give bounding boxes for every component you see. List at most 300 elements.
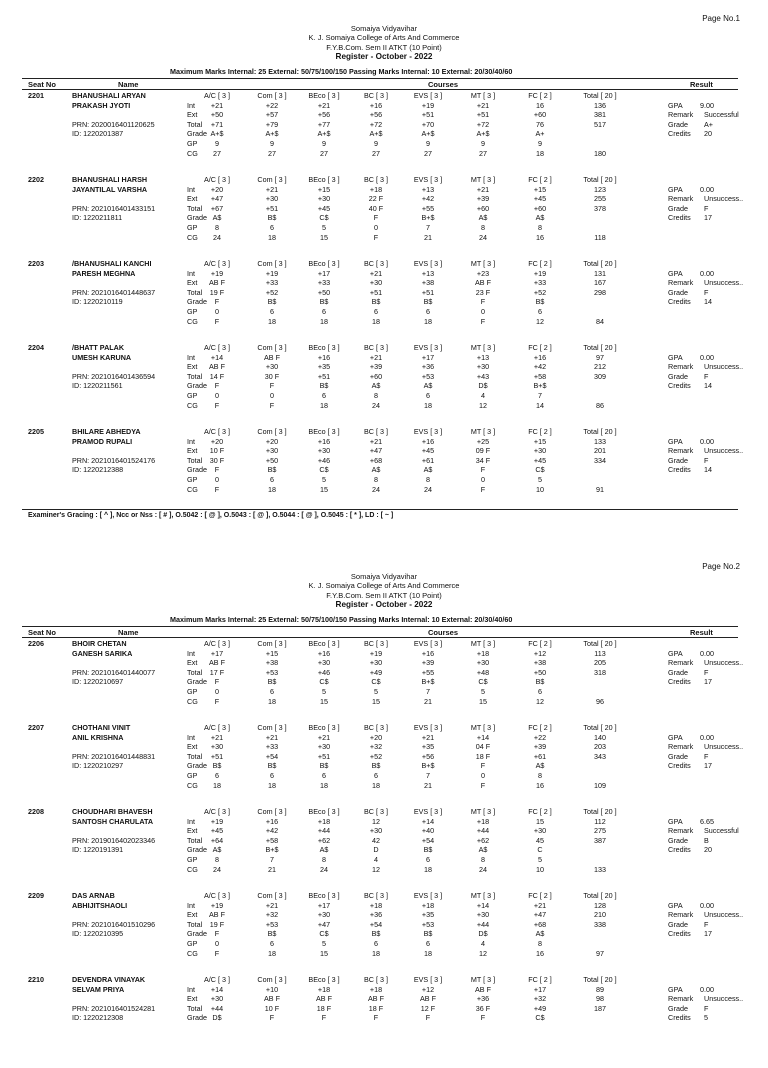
mark-cell: C$ bbox=[371, 677, 381, 687]
mark-cell: B$ bbox=[267, 929, 277, 939]
student-prn: PRN: 2021016401524281 bbox=[72, 1003, 156, 1013]
mark-cell: +53 bbox=[421, 919, 435, 929]
mark-cell: 18 bbox=[320, 400, 328, 410]
result-label: Credits bbox=[668, 761, 691, 771]
mark-cell: A$ bbox=[371, 465, 381, 475]
mark-cell: 123 bbox=[594, 184, 606, 194]
mark-cell: +39 bbox=[421, 658, 435, 668]
mark-cell: +45 bbox=[533, 455, 547, 465]
mark-cell: +21 bbox=[265, 732, 279, 742]
mark-cell: 0 bbox=[270, 391, 274, 400]
mark-cell: 12 bbox=[372, 864, 380, 874]
mark-cell: +13 bbox=[421, 268, 435, 278]
mark-cell: 27 bbox=[479, 148, 487, 158]
student-name-line1: DAS ARNAB bbox=[72, 891, 115, 900]
college-header bbox=[0, 572, 768, 610]
mark-cell: 6 bbox=[538, 307, 542, 316]
mark-cell: C$ bbox=[319, 677, 329, 687]
row-label: Grade bbox=[187, 929, 207, 939]
course-head: BEco [ 3 ] bbox=[308, 259, 340, 268]
mark-cell: AB F bbox=[475, 278, 491, 288]
result-value: F bbox=[704, 455, 709, 465]
course-head: BEco [ 3 ] bbox=[308, 175, 340, 184]
mark-cell: +38 bbox=[533, 658, 547, 668]
course-head: BEco [ 3 ] bbox=[308, 807, 340, 816]
mark-cell: 12 F bbox=[420, 1003, 436, 1013]
row-label: CG bbox=[187, 484, 198, 494]
result-label: GPA bbox=[668, 900, 683, 910]
mark-cell: A$ bbox=[212, 845, 222, 855]
mark-cell: 12 bbox=[479, 948, 487, 958]
course-head: A/C [ 3 ] bbox=[204, 975, 230, 984]
mark-cell: 18 bbox=[424, 400, 432, 410]
result-label: Remark bbox=[668, 362, 694, 372]
course-head: Com [ 3 ] bbox=[257, 259, 287, 268]
mark-cell: +68 bbox=[533, 919, 547, 929]
student-name-line2: PARESH MEGHNA bbox=[72, 268, 136, 278]
result-value: A+ bbox=[704, 119, 713, 129]
mark-cell: 309 bbox=[594, 371, 606, 381]
course-head: A/C [ 3 ] bbox=[204, 723, 230, 732]
mark-cell: +21 bbox=[210, 100, 224, 110]
mark-cell: +44 bbox=[476, 919, 490, 929]
mark-cell: 19 F bbox=[209, 919, 225, 929]
result-value: Unsuccess.. bbox=[704, 362, 744, 372]
mark-cell: +42 bbox=[265, 826, 279, 836]
result-value: 14 bbox=[704, 297, 712, 307]
result-label: Remark bbox=[668, 446, 694, 456]
mark-cell: F bbox=[480, 1013, 486, 1023]
course-head: MT [ 3 ] bbox=[470, 723, 496, 732]
mark-cell: +32 bbox=[369, 742, 383, 752]
mark-cell: A$ bbox=[212, 213, 222, 223]
mark-cell: +21 bbox=[265, 184, 279, 194]
mark-cell: 113 bbox=[594, 648, 606, 658]
mark-cell: 84 bbox=[596, 316, 604, 326]
mark-cell: 128 bbox=[594, 900, 606, 910]
mark-cell: 5 bbox=[374, 687, 378, 696]
col-seat-no: Seat No bbox=[28, 628, 56, 637]
result-value: Successful bbox=[704, 826, 739, 836]
mark-cell: +18 bbox=[369, 900, 383, 910]
mark-cell: 18 bbox=[424, 864, 432, 874]
mark-cell: +16 bbox=[317, 648, 331, 658]
mark-cell: 96 bbox=[596, 696, 604, 706]
course-head: A/C [ 3 ] bbox=[204, 807, 230, 816]
mark-cell: 16 bbox=[536, 100, 544, 110]
mark-cell: C$ bbox=[319, 213, 329, 223]
mark-cell: +45 bbox=[421, 446, 435, 456]
mark-cell: A+$ bbox=[369, 129, 383, 139]
mark-cell: 133 bbox=[594, 436, 606, 446]
mark-cell: +19 bbox=[421, 100, 435, 110]
examiner-note: Examiner's Gracing : [ ^ ], Ncc or Nss : [ # ], O.5042 : [ @ ], O.5043 : [ @ ], O.5044 : [ @ ], O.5045 : [ * ], LD : [ ~ ] bbox=[28, 512, 394, 519]
mark-cell: +19 bbox=[533, 268, 547, 278]
row-label: Grade bbox=[187, 1013, 207, 1023]
mark-cell: C$ bbox=[535, 1013, 545, 1023]
course-head: FC [ 2 ] bbox=[528, 91, 552, 100]
row-label: Ext bbox=[187, 362, 198, 372]
mark-cell: 0 bbox=[374, 223, 378, 232]
student-prn: PRN: 2021016401448831 bbox=[72, 751, 156, 761]
mark-cell: 8 bbox=[215, 855, 219, 864]
student-record bbox=[0, 639, 768, 717]
result-value: F bbox=[704, 667, 709, 677]
mark-cell: 7 bbox=[426, 223, 430, 232]
mark-cell: +21 bbox=[317, 100, 331, 110]
mark-cell: 18 bbox=[268, 232, 276, 242]
mark-cell: +38 bbox=[265, 658, 279, 668]
mark-cell: 15 bbox=[372, 696, 380, 706]
student-name-line2: UMESH KARUNA bbox=[72, 352, 132, 362]
mark-cell: F bbox=[214, 465, 220, 475]
mark-cell: 21 bbox=[268, 864, 276, 874]
mark-cell: +62 bbox=[476, 835, 490, 845]
mark-cell: 203 bbox=[594, 742, 606, 752]
course-head: Com [ 3 ] bbox=[257, 91, 287, 100]
col-name: Name bbox=[118, 80, 139, 89]
mark-cell: +39 bbox=[476, 194, 490, 204]
mark-cell: B$ bbox=[319, 381, 329, 391]
course-head: Total [ 20 ] bbox=[583, 175, 617, 184]
mark-cell: +30 bbox=[265, 362, 279, 372]
row-label: Total bbox=[187, 287, 203, 297]
mark-cell: +21 bbox=[476, 100, 490, 110]
mark-cell: 24 bbox=[424, 484, 432, 494]
row-label: Int bbox=[187, 100, 195, 110]
mark-cell: 343 bbox=[594, 751, 606, 761]
seat-number: 2201 bbox=[28, 91, 44, 100]
mark-cell: 9 bbox=[481, 139, 485, 148]
course-head: Total [ 20 ] bbox=[583, 427, 617, 436]
result-label: Remark bbox=[668, 742, 694, 752]
mark-cell: B$ bbox=[423, 929, 433, 939]
mark-cell: 15 bbox=[320, 484, 328, 494]
result-label: GPA bbox=[668, 268, 683, 278]
mark-cell: 9 bbox=[538, 139, 542, 148]
row-label: GP bbox=[187, 939, 198, 948]
student-id: ID: 1220210119 bbox=[72, 297, 123, 307]
mark-cell: B$ bbox=[267, 677, 277, 687]
row-label: Total bbox=[187, 751, 203, 761]
mark-cell: +44 bbox=[210, 1003, 224, 1013]
mark-cell: 381 bbox=[594, 110, 606, 120]
mark-cell: A$ bbox=[478, 213, 488, 223]
course-head: BC [ 3 ] bbox=[364, 807, 388, 816]
mark-cell: 18 bbox=[424, 316, 432, 326]
mark-cell: F bbox=[480, 484, 486, 494]
result-value: Unsuccess.. bbox=[704, 994, 744, 1004]
mark-cell: +51 bbox=[421, 110, 435, 120]
result-label: GPA bbox=[668, 816, 683, 826]
course-head: MT [ 3 ] bbox=[470, 891, 496, 900]
mark-cell: 18 bbox=[268, 484, 276, 494]
mark-cell: 15 bbox=[320, 948, 328, 958]
mark-cell: 6 bbox=[322, 307, 326, 316]
row-label: Total bbox=[187, 919, 203, 929]
mark-cell: +25 bbox=[476, 436, 490, 446]
mark-cell: 0 bbox=[481, 771, 485, 780]
mark-cell: +52 bbox=[533, 287, 547, 297]
mark-cell: 45 bbox=[536, 835, 544, 845]
mark-cell: 86 bbox=[596, 400, 604, 410]
mark-cell: +14 bbox=[421, 816, 435, 826]
mark-cell: AB F bbox=[264, 994, 280, 1004]
seat-number: 2206 bbox=[28, 639, 44, 648]
student-name-line1: BHANUSHALI HARSH bbox=[72, 175, 148, 184]
course-head: Total [ 20 ] bbox=[583, 807, 617, 816]
course-head: BC [ 3 ] bbox=[364, 891, 388, 900]
col-result: Result bbox=[690, 80, 713, 89]
mark-cell: +79 bbox=[265, 119, 279, 129]
result-value: B bbox=[704, 835, 709, 845]
mark-cell: 136 bbox=[594, 100, 606, 110]
mark-cell: +58 bbox=[533, 371, 547, 381]
mark-cell: +10 bbox=[265, 984, 279, 994]
mark-cell: +19 bbox=[210, 268, 224, 278]
mark-cell: F bbox=[480, 465, 486, 475]
mark-cell: +30 bbox=[317, 658, 331, 668]
mark-cell: +20 bbox=[265, 436, 279, 446]
mark-cell: 18 F bbox=[368, 1003, 384, 1013]
result-label: Remark bbox=[668, 110, 694, 120]
result-value: 17 bbox=[704, 761, 712, 771]
course-head: BEco [ 3 ] bbox=[308, 723, 340, 732]
mark-cell: F bbox=[480, 297, 486, 307]
row-label: CG bbox=[187, 148, 198, 158]
result-value: Unsuccess.. bbox=[704, 446, 744, 456]
mark-cell: 23 F bbox=[475, 287, 491, 297]
row-label: GP bbox=[187, 223, 198, 232]
mark-cell: +61 bbox=[421, 455, 435, 465]
mark-cell: 97 bbox=[596, 948, 604, 958]
mark-cell: +71 bbox=[210, 119, 224, 129]
row-label: Grade bbox=[187, 129, 207, 139]
mark-cell: 10 F bbox=[264, 1003, 280, 1013]
max-marks-line: Maximum Marks Internal: 25 External: 50/75/100/150 Passing Marks Internal: 10 External: 20/30/40/60 bbox=[170, 67, 513, 76]
mark-cell: +32 bbox=[533, 994, 547, 1004]
mark-cell: +64 bbox=[210, 835, 224, 845]
mark-cell: C$ bbox=[319, 465, 329, 475]
result-label: Remark bbox=[668, 278, 694, 288]
mark-cell: 387 bbox=[594, 835, 606, 845]
mark-cell: 4 bbox=[481, 391, 485, 400]
page-number: Page No.2 bbox=[702, 562, 740, 571]
mark-cell: 19 F bbox=[209, 287, 225, 297]
mark-cell: 8 bbox=[374, 391, 378, 400]
mark-cell: 210 bbox=[594, 910, 606, 920]
mark-cell: 21 bbox=[424, 780, 432, 790]
trust-name: Somaiya Vidyavihar bbox=[350, 24, 418, 33]
mark-cell: AB F bbox=[209, 362, 225, 372]
mark-cell: +45 bbox=[533, 194, 547, 204]
mark-cell: 18 bbox=[268, 316, 276, 326]
mark-cell: 0 bbox=[215, 307, 219, 316]
mark-cell: +30 bbox=[210, 742, 224, 752]
course-head: EVS [ 3 ] bbox=[413, 975, 443, 984]
mark-cell: 18 bbox=[268, 780, 276, 790]
course-head: Com [ 3 ] bbox=[257, 723, 287, 732]
mark-cell: +16 bbox=[317, 352, 331, 362]
mark-cell: +33 bbox=[265, 742, 279, 752]
course-head: BC [ 3 ] bbox=[364, 259, 388, 268]
mark-cell: +21 bbox=[476, 184, 490, 194]
mark-cell: A+$ bbox=[421, 129, 435, 139]
mark-cell: +55 bbox=[421, 203, 435, 213]
mark-cell: 14 F bbox=[209, 371, 225, 381]
mark-cell: 34 F bbox=[475, 455, 491, 465]
student-prn: PRN: 2021016401448637 bbox=[72, 287, 156, 297]
course-head: Total [ 20 ] bbox=[583, 639, 617, 648]
mark-cell: 6 bbox=[270, 307, 274, 316]
course-head: BEco [ 3 ] bbox=[308, 639, 340, 648]
result-value: 9.00 bbox=[700, 100, 714, 110]
result-value: 14 bbox=[704, 465, 712, 475]
mark-cell: AB F bbox=[475, 984, 491, 994]
student-id: ID: 1220212388 bbox=[72, 465, 124, 475]
mark-cell: +17 bbox=[210, 648, 224, 658]
mark-cell: F bbox=[321, 1013, 327, 1023]
mark-cell: +49 bbox=[533, 1003, 547, 1013]
footer-rule bbox=[22, 509, 738, 510]
mark-cell: +30 bbox=[533, 446, 547, 456]
course-head: FC [ 2 ] bbox=[528, 639, 552, 648]
mark-cell: +15 bbox=[533, 184, 547, 194]
mark-cell: 16 bbox=[536, 232, 544, 242]
mark-cell: 30 F bbox=[209, 455, 225, 465]
mark-cell: B$ bbox=[267, 213, 277, 223]
mark-cell: 7 bbox=[270, 855, 274, 864]
mark-cell: F bbox=[480, 780, 486, 790]
row-label: CG bbox=[187, 232, 198, 242]
mark-cell: +30 bbox=[317, 742, 331, 752]
result-value: F bbox=[704, 203, 709, 213]
result-label: Remark bbox=[668, 826, 694, 836]
mark-cell: +51 bbox=[369, 287, 383, 297]
mark-cell: 12 bbox=[536, 316, 544, 326]
seat-number: 2203 bbox=[28, 259, 44, 268]
student-name-line1: /BHANUSHALI KANCHI bbox=[72, 259, 152, 268]
mark-cell: 180 bbox=[594, 148, 606, 158]
mark-cell: +35 bbox=[421, 910, 435, 920]
mark-cell: +35 bbox=[421, 742, 435, 752]
result-value: Unsuccess.. bbox=[704, 742, 744, 752]
seat-number: 2204 bbox=[28, 343, 44, 352]
mark-cell: 9 bbox=[270, 139, 274, 148]
mark-cell: 24 bbox=[479, 232, 487, 242]
mark-cell: 24 bbox=[213, 232, 221, 242]
course-head: EVS [ 3 ] bbox=[413, 91, 443, 100]
mark-cell: +22 bbox=[533, 732, 547, 742]
mark-cell: 9 bbox=[374, 139, 378, 148]
mark-cell: A$ bbox=[478, 845, 488, 855]
mark-cell: +55 bbox=[421, 667, 435, 677]
mark-cell: B+$ bbox=[533, 381, 547, 391]
result-label: Remark bbox=[668, 194, 694, 204]
mark-cell: 8 bbox=[481, 855, 485, 864]
mark-cell: +51 bbox=[421, 287, 435, 297]
col-seat-no: Seat No bbox=[28, 80, 56, 89]
mark-cell: +50 bbox=[265, 455, 279, 465]
mark-cell: 8 bbox=[538, 939, 542, 948]
row-label: Int bbox=[187, 648, 195, 658]
row-label: Int bbox=[187, 732, 195, 742]
mark-cell: +42 bbox=[421, 194, 435, 204]
mark-cell: +49 bbox=[369, 667, 383, 677]
mark-cell: 27 bbox=[268, 148, 276, 158]
mark-cell: 6 bbox=[426, 307, 430, 316]
result-value: 0.00 bbox=[700, 732, 714, 742]
mark-cell: 76 bbox=[536, 119, 544, 129]
row-label: Ext bbox=[187, 658, 198, 668]
mark-cell: 6 bbox=[270, 223, 274, 232]
result-label: Remark bbox=[668, 994, 694, 1004]
mark-cell: +30 bbox=[369, 826, 383, 836]
mark-cell: 255 bbox=[594, 194, 606, 204]
mark-cell: F bbox=[214, 948, 220, 958]
course-head: FC [ 2 ] bbox=[528, 259, 552, 268]
mark-cell: +50 bbox=[317, 287, 331, 297]
course-head: EVS [ 3 ] bbox=[413, 175, 443, 184]
mark-cell: 112 bbox=[594, 816, 606, 826]
student-name-line1: CHOTHANI VINIT bbox=[72, 723, 131, 732]
mark-cell: 6 bbox=[374, 939, 378, 948]
result-value: F bbox=[704, 751, 709, 761]
mark-cell: 15 bbox=[536, 816, 544, 826]
mark-cell: +47 bbox=[317, 919, 331, 929]
course-head: A/C [ 3 ] bbox=[204, 639, 230, 648]
mark-cell: +53 bbox=[265, 919, 279, 929]
mark-cell: +16 bbox=[533, 352, 547, 362]
result-label: Remark bbox=[668, 910, 694, 920]
mark-cell: +44 bbox=[476, 826, 490, 836]
mark-cell: +77 bbox=[317, 119, 331, 129]
mark-cell: 27 bbox=[320, 148, 328, 158]
course-head: MT [ 3 ] bbox=[470, 807, 496, 816]
mark-cell: 04 F bbox=[475, 742, 491, 752]
result-value: 0.00 bbox=[700, 268, 714, 278]
course-head: BEco [ 3 ] bbox=[308, 975, 340, 984]
mark-cell: +61 bbox=[533, 751, 547, 761]
mark-cell: 27 bbox=[424, 148, 432, 158]
mark-cell: 5 bbox=[481, 687, 485, 696]
mark-cell: +42 bbox=[533, 362, 547, 372]
mark-cell: +14 bbox=[210, 984, 224, 994]
mark-cell: B$ bbox=[267, 297, 277, 307]
mark-cell: 0 bbox=[481, 475, 485, 484]
result-label: Credits bbox=[668, 677, 691, 687]
course-head: Com [ 3 ] bbox=[257, 343, 287, 352]
mark-cell: +17 bbox=[421, 352, 435, 362]
seat-number: 2202 bbox=[28, 175, 44, 184]
student-record bbox=[0, 427, 768, 505]
course-head: BEco [ 3 ] bbox=[308, 343, 340, 352]
mark-cell: +70 bbox=[421, 119, 435, 129]
mark-cell: +58 bbox=[265, 835, 279, 845]
mark-cell: B$ bbox=[535, 677, 545, 687]
mark-cell: F bbox=[214, 929, 220, 939]
mark-cell: 10 bbox=[536, 864, 544, 874]
mark-cell: 8 bbox=[215, 223, 219, 232]
mark-cell: +57 bbox=[265, 110, 279, 120]
student-id: ID: 1220211561 bbox=[72, 381, 123, 391]
mark-cell: +14 bbox=[210, 352, 224, 362]
student-record bbox=[0, 723, 768, 801]
student-name-line2: PRAMOD RUPALI bbox=[72, 436, 133, 446]
mark-cell: +30 bbox=[210, 994, 224, 1004]
mark-cell: +72 bbox=[476, 119, 490, 129]
mark-cell: +13 bbox=[476, 352, 490, 362]
